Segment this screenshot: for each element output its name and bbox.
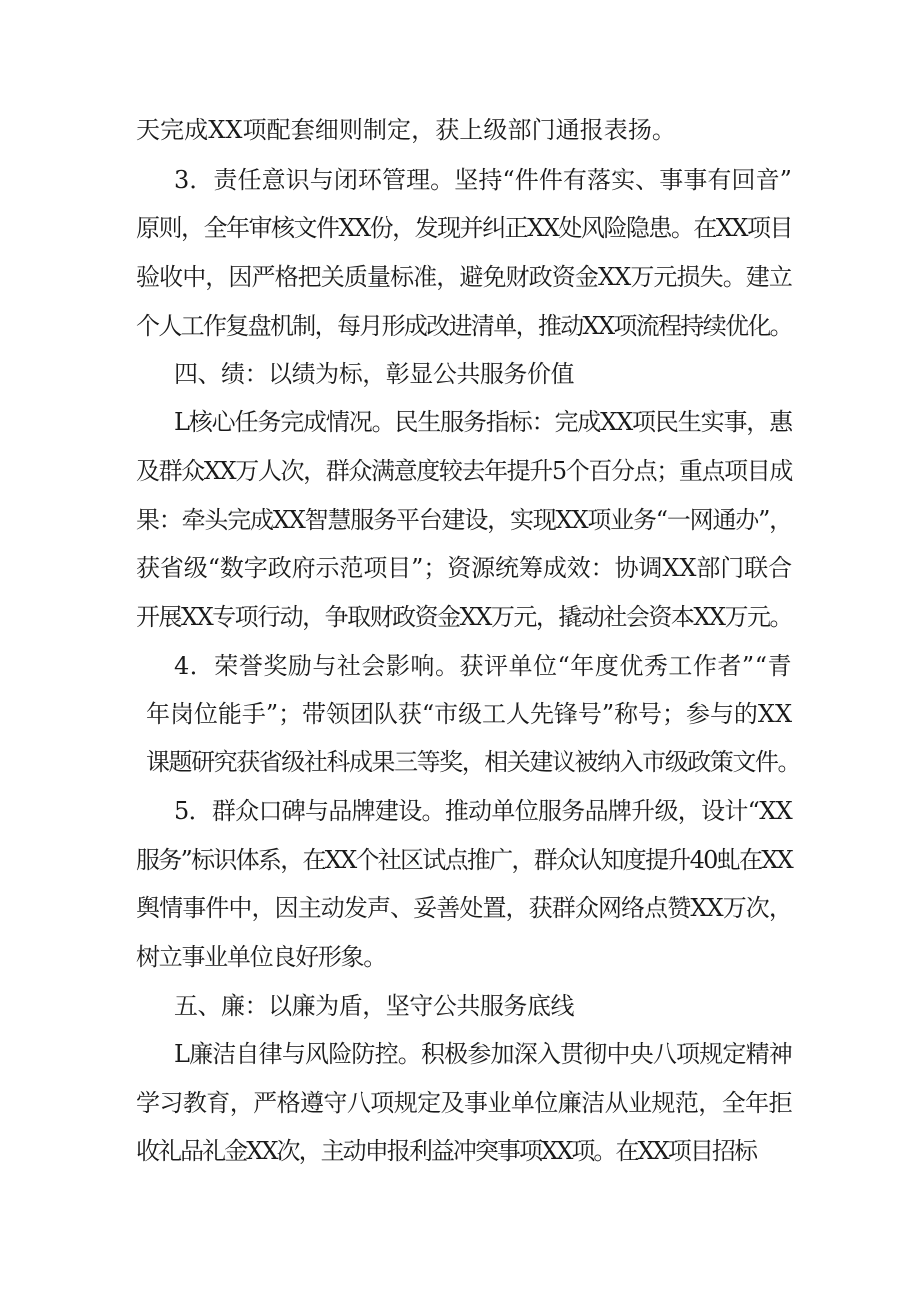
text-line: 学习教育，严格遵守八项规定及事业单位廉洁从业规范，全年拒 xyxy=(136,1089,792,1117)
text-line: 天完成XX项配套细则制定，获上级部门通报表扬。 xyxy=(136,116,676,144)
text-line: 课题研究获省级社科成果三等奖，相关建议被纳入市级政策文件。 xyxy=(146,748,800,776)
text-line: 4．荣誉奖励与社会影响。获评单位“年度优秀工作者”“青 xyxy=(174,652,792,680)
text-line: 果：牵头完成XX智慧服务平台建设，实现XX项业务“一网通办”， xyxy=(136,506,792,534)
text-line: 舆情事件中，因主动发声、妥善处置，获群众网络点赞XX万次， xyxy=(136,894,792,922)
text-line: 服务”标识体系，在XX个社区试点推广，群众认知度提升40虬在XX xyxy=(136,846,792,874)
text-line: 3．责任意识与闭环管理。坚持“件件有落实、事事有回音” xyxy=(174,166,792,194)
text-line: 原则，全年审核文件XX份，发现并纠正XX处风险隐患。在XX项目 xyxy=(136,214,792,242)
text-line: 年岗位能手”；带领团队获“市级工人先锋号”称号；参与的XX xyxy=(146,700,792,728)
text-line: 获省级“数字政府示范项目”；资源统筹成效：协调XX部门联合 xyxy=(136,554,792,582)
section-heading: 五、廉：以廉为盾，坚守公共服务底线 xyxy=(174,992,574,1020)
text-line: 验收中，因严格把关质量标准，避免财政资金XX万元损失。建立 xyxy=(136,263,792,291)
text-line: 5．群众口碑与品牌建设。推动单位服务品牌升级，设计“XX xyxy=(174,797,792,825)
section-heading: 四、绩：以绩为标，彰显公共服务价值 xyxy=(174,360,574,388)
text-line: 个人工作复盘机制，每月形成改进清单，推动XX项流程持续优化。 xyxy=(136,312,792,340)
text-line: 收礼品礼金XX次，主动申报利益冲突事项XX项。在XX项目招标 xyxy=(136,1137,756,1165)
text-line: 及群众XX万人次，群众满意度较去年提升5个百分点；重点项目成 xyxy=(136,457,792,485)
text-line: L廉洁自律与风险防控。积极参加深入贯彻中央八项规定精神 xyxy=(174,1040,792,1068)
text-line: L核心任务完成情况。民生服务指标：完成XX项民生实事，惠 xyxy=(174,408,792,436)
text-line: 开展XX专项行动，争取财政资金XX万元，撬动社会资本XX万元。 xyxy=(136,603,792,631)
text-line: 树立事业单位良好形象。 xyxy=(136,943,386,971)
